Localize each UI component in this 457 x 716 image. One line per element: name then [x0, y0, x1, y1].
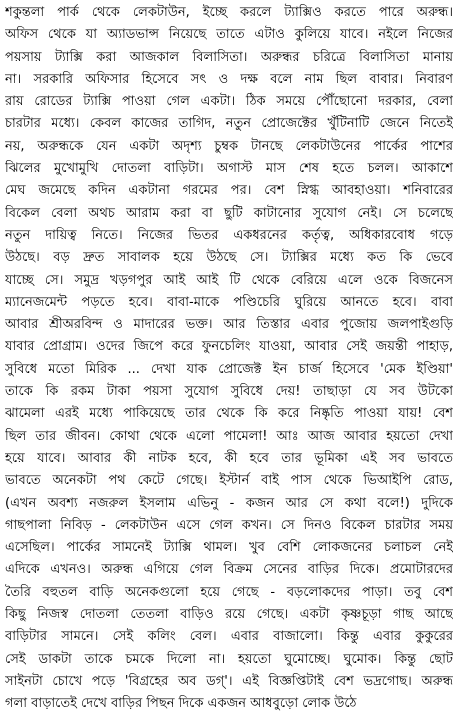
text-line: (এখন অবশ্য নজরুল ইসলাম এভিনু - কজন আর সে কথা বলে!) দুদিকে: [5, 495, 453, 511]
text-line: ভাবতে অনেকটা পথ কেটে গেছে। ইস্টার্ন বাই পাস থেকে ভিআইপি রোড,: [5, 473, 453, 489]
text-line: তাকে কি রকম টাকা পয়সা সুযোগ সুবিধে দেয়! তাছাড়া যে সব উটকো: [5, 384, 453, 400]
text-line: নয়, অরুন্ধকে যেন একটা অদৃশ্য চুম্বক টানছে লেকটাউনের পার্কের পাশের: [5, 138, 453, 154]
text-line: তৈরি বহুতল বাড়ি অনেকগুলো হয়ে গেছে - বড়লোকদের পাড়া। তবু বেশ: [5, 584, 453, 600]
text-line: গাছপালা নিবিড় - লেকটাউন এসে গেল কখন। সে দিনও বিকেল চারটার সময়: [5, 517, 453, 533]
text-line: ছিল তার জীবন। কোথা থেকে এলো পামেলা! আঃ আজ আবার হয়তো দেখা: [5, 428, 453, 444]
text-line: আবার শ্রীঅরবিন্দ ও মাদারের ভক্ত। আর তিস্তার এবার পুজোয় জলপাইগুড়ি: [5, 317, 453, 333]
text-line: না। সরকারি অফিসার হিসেবে সৎ ও দক্ষ বলে নাম ছিল বাবার। নিবারণ: [5, 71, 453, 87]
text-line: ম্যানেজমেন্ট পড়তে হবে। বাবা-মাকে পণ্ডিচেরি ঘুরিয়ে আনতে হবে। বাবা: [5, 294, 453, 310]
text-line: শকুন্তলা পার্ক থেকে লেকটাউন, ইচ্ছে করলে ট্যাক্সিও করতে পারে অরুন্ধ।: [5, 5, 453, 20]
text-line: গলা বাড়াতেই দেখে বাড়ির পিছন দিকে একজন আধবুড়ো লোক উঠে: [5, 696, 357, 712]
text-line: বাড়িটার সামনে। সেই কলিং বেল। এবার বাজালো। কিন্তু এবার কুকুরের: [5, 629, 453, 645]
text-line: ঝামেলা এরই মধ্যে পাকিয়েছে তার থেকে কি করে নিষ্কৃতি পাওয়া যায়! বেশ: [5, 406, 453, 422]
text-line: সেই ডাকটা তাকে চমকে দিলো না। হয়তো ঘুমোচ্ছে। ঘুমোক। কিন্তু ছোট: [5, 651, 453, 667]
text-line: উঠছে। বড় দ্রুত সাবালক হয়ে উঠছে সে। ট্যাক্সির মধ্যে কত কি ভেবে: [5, 250, 453, 266]
text-line: মেঘ জমেছে কদিন একটানা গরমের পর। বেশ স্নিগ্ধ আবহাওয়া। শনিবারের: [5, 183, 453, 199]
text-line: ঝিলের মুখোমুখি দোতলা বাড়িটা। অগাস্ট মাস শেষ হতে চলল। আকাশে: [5, 161, 453, 177]
text-line: সুবিধে মতো মিরিক ... দেখা যাক প্রোজেক্ট ইন চার্জ হিসেবে 'মেক ইণ্ডিয়া': [5, 361, 453, 377]
text-line: পয়সায় ট্যাক্সি করা আজকাল বিলাসিতা। অরুন্ধর চরিত্রে বিলাসিতা মানায়: [5, 49, 453, 65]
text-line: হয়ে যাবে। আবার কী নাটক হবে, কী হবে তার ভূমিকা এই সব ভাবতে: [5, 450, 453, 466]
text-line: যাবার প্রোগ্রাম। ওদের জিপে করে ফুনচেলিং যাওয়া, আবার সেই জয়ন্তী পাহাড়,: [5, 339, 453, 355]
text-line: বিকেল বেলা অথচ আরাম করা বা ছুটি কাটানোর সুযোগ নেই। সে চলেছে: [5, 205, 453, 221]
text-line: রায় রোডের ট্যাক্সি পাওয়া গেল একটা। ঠিক সময়ে পৌঁছোনো দরকার, বেলা: [5, 94, 453, 110]
text-line: যাচ্ছে সে। সমুদ্র খড়গপুর আই আই টি থেকে বেরিয়ে এলে ওকে বিজনেস: [5, 272, 453, 288]
text-line: কিছু নিজস্ব দোতলা তেতলা বাড়িও রয়ে গেছে। একটা কৃষ্ণচূড়া গাছ আছে: [5, 607, 453, 623]
text-line: সাইনটা চোখে পড়ে 'বিগ্রহের অব ডগ্‌'। এই বিজ্ঞপ্তিটাই বেশ ভদ্রগোছ। অরুন্ধ: [5, 673, 453, 689]
text-line: চারটার মধ্যে। কেবল কাজের তাগিদ, নতুন প্রোজেক্টের খুঁটিনাটি জেনে নিতেই: [5, 116, 453, 132]
text-line: নতুন দায়িত্ব নিতে। নিজের ভিতর একধরনের কর্তৃত্ব, অধিকারবোধ গড়ে: [5, 227, 453, 243]
text-line: এদিকে এখনও। অরুন্ধ এগিয়ে গেল বিক্রম সেনের বাড়ির দিকে। প্রমোটারদের: [5, 562, 453, 578]
text-line: অফিস থেকে যা অ্যাডভান্স নিয়েছে তাতে এটাও কুলিয়ে যাবে। নইলে নিজের: [5, 27, 453, 43]
text-line: এসেছিল। পার্কের সামনেই ট্যাক্সি থামল। খুব বেশি লোকজনের চলাচল নেই: [5, 540, 453, 556]
